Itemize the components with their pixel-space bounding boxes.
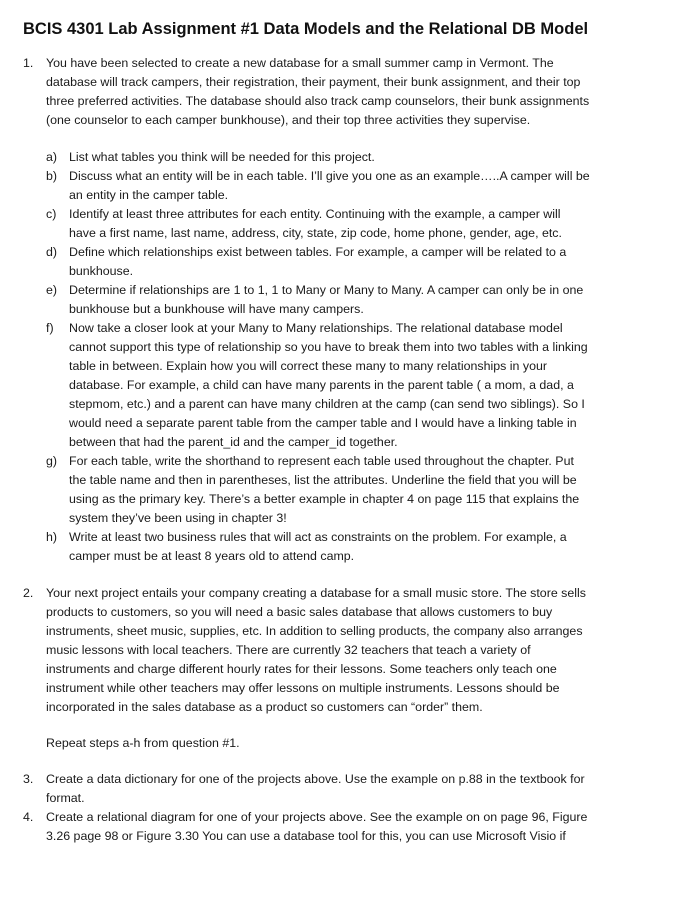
q2-repeat-note [46,734,634,753]
q1g-line: system they’ve been using in chapter 3! [69,511,287,525]
q1c-text [69,205,635,243]
q1g-line: For each table, write the shorthand to represent each table used throughout the chapter. Put [69,454,574,468]
q1h-letter: h) [46,530,58,544]
q1f-line: Now take a closer look at your Many to Many relationships. The relational database model [69,321,563,335]
q1e-letter: e) [46,283,58,297]
q1f-line: database. For example, a child can have many parents in the parent table ( a mom, a dad, a [69,378,574,392]
q4-text [46,808,634,846]
q1c-line: have a first name, last name, address, city, state, zip code, home phone, gender, age, etc. [69,226,562,240]
q1g-line: using as the primary key. There’s a better example in chapter 4 on page 115 that explains the [69,492,580,506]
q1g-letter: g) [46,454,58,468]
q2-line: Your next project entails your company creating a database for a small music store. The store sells [46,586,586,600]
q1f-letter: f) [46,321,54,335]
q4-line: 3.26 page 98 or Figure 3.30 You can use a database tool for this, you can use Microsoft Visio if [46,829,566,843]
q1h-line: Write at least two business rules that will act as constraints on the problem. For example, a [69,530,567,544]
q2-line: music lessons with local teachers. There are currently 32 teachers that teach a variety of [46,643,531,657]
q3-text [46,770,634,808]
q2-line: instruments, sheet music, supplies, etc. In addition to selling products, the company also arranges [46,624,583,638]
q1-line: database will track campers, their registration, their payment, their bunk assignment, and their top [46,75,581,89]
q1g-text [69,452,635,528]
q1b-letter: b) [46,169,58,183]
q1a-letter: a) [46,150,58,164]
q1b-text [69,167,635,205]
q4-line: Create a relational diagram for one of your projects above. See the example on on page 96, Figure [46,810,588,824]
q1f-line: table in between. Explain how you will correct these many to many relationships in your [69,359,547,373]
q1-line: three preferred activities. The database should also track camp counselors, their bunk assignments [46,94,590,108]
q1h-text [69,528,635,566]
q1-line: You have been selected to create a new database for a small summer camp in Vermont. The [46,56,554,70]
q1e-line: bunkhouse but a bunkhouse will have many campers. [69,302,364,316]
q1e-line: Determine if relationships are 1 to 1, 1 to Many or Many to Many. A camper can only be in one [69,283,584,297]
q1f-line: would need a separate parent table from the camper table and I would have a linking table in [69,416,577,430]
q2-repeat-line: Repeat steps a-h from question #1. [46,736,240,750]
q2-number: 2. [23,586,34,600]
q1b-line: an entity in the camper table. [69,188,229,202]
q1d-letter: d) [46,245,58,259]
q1e-text [69,281,635,319]
q2-line: incorporated in the sales database as a product so customers can “order” them. [46,700,483,714]
q3-number: 3. [23,772,34,786]
q1a-text [69,148,635,167]
q2-line: instrument while other teachers may offer lessons on multiple instruments. Lessons should be [46,681,560,695]
q1-text [46,54,634,130]
q1d-line: bunkhouse. [69,264,134,278]
q3-line: format. [46,791,85,805]
q1d-line: Define which relationships exist between tables. For example, a camper will be related to a [69,245,567,259]
q1-number: 1. [23,56,34,70]
q3-line: Create a data dictionary for one of the projects above. Use the example on p.88 in the textbook for [46,772,585,786]
q2-line: instruments and charge different hourly rates for their lessons. Some teachers only teach one [46,662,557,676]
q1a-line: List what tables you think will be needed for this project. [69,150,375,164]
q1h-line: camper must be at least 8 years old to attend camp. [69,549,355,563]
q2-text [46,584,634,717]
q1f-line: cannot support this type of relationship so you have to break them into two tables with a linking [69,340,588,354]
q1f-line: stepmom, etc.) and a parent can have many children at the camp (can send two siblings). So I [69,397,585,411]
q1-line: (one counselor to each camper bunkhouse), and their top three activities they supervise. [46,113,531,127]
q1b-line: Discuss what an entity will be in each table. I’ll give you one as an example…..A camper will be [69,169,590,183]
q1f-text [69,319,635,452]
q2-line: products to customers, so you will need a basic sales database that allows customers to buy [46,605,553,619]
page-title: BCIS 4301 Lab Assignment #1 Data Models and the Relational DB Model [23,20,589,38]
q4-number: 4. [23,810,34,824]
q1c-letter: c) [46,207,57,221]
q1d-text [69,243,635,281]
q1c-line: Identify at least three attributes for each entity. Continuing with the example, a camper will [69,207,561,221]
q1f-line: between that had the parent_id and the camper_id together. [69,435,398,449]
q1g-line: the table name and then in parentheses, list the attributes. Underline the field that you will be [69,473,577,487]
